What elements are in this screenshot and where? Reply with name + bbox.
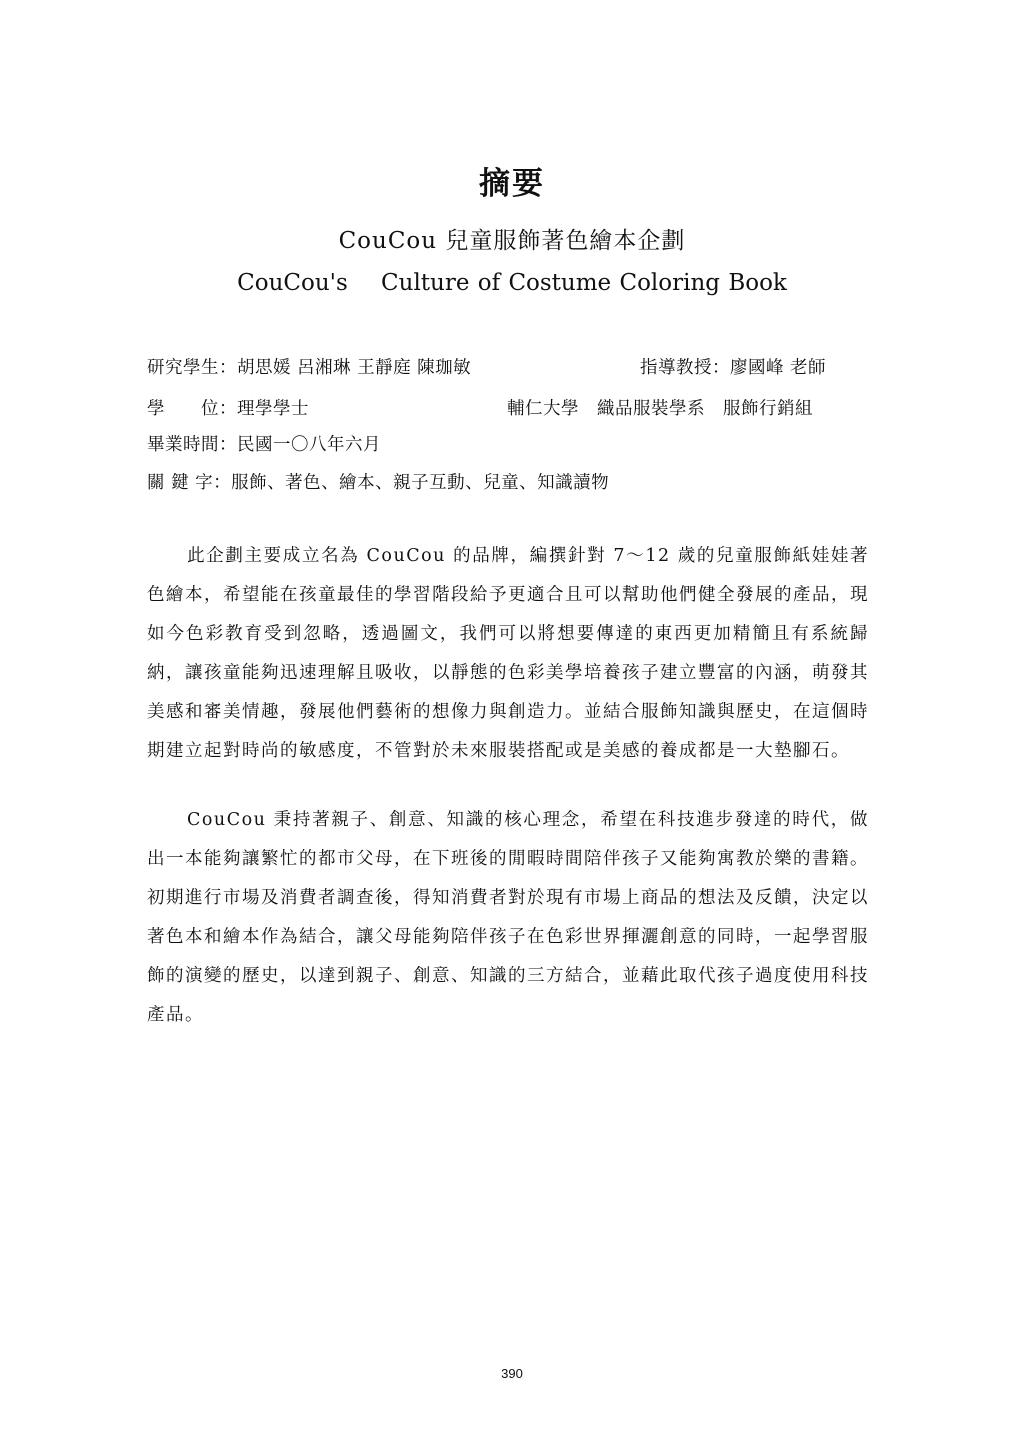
meta-graduation: 畢業時間：民國一〇八年六月 [147, 435, 381, 455]
paragraph-text: CouCou 秉持著親子、創意、知識的核心理念，希望在科技進步發達的時代，做出一本能夠讓繁忙的都市父母，在下班後的閒暇時間陪伴孩子又能夠寓教於樂的書籍。初期進行市場及消費者調查後，得知消費者對於現有市場上商品的想法及反饋，決定以著色本和繪本作為結合，讓父母能夠陪伴孩子在色彩世界揮灑創意的同時，一起學習服飾的演變的歷史，以達到親子、創意、知識的三方結合，並藉此取代孩子過度使用科技產品。 [147, 810, 869, 1025]
paragraph-text: 此企劃主要成立名為 CouCou 的品牌，編撰針對 7～12 歲的兒童服飾紙娃娃著色繪本，希望能在孩童最佳的學習階段給予更適合且可以幫助他們健全發展的產品，現如今色彩教育受到忽略，透過圖文，我們可以將想要傳達的東西更加精簡且有系統歸納，讓孩童能夠迅速理解且吸收，以靜態的色彩美學培養孩子建立豐富的內涵，萌發其美感和審美情趣，發展他們藝術的想像力與創造力。並結合服飾知識與歷史，在這個時期建立起對時尚的敏感度，不管對於未來服裝搭配或是美感的養成都是一大墊腳石。 [147, 546, 869, 761]
meta-students: 研究學生：胡思媛 呂湘琳 王靜庭 陳珈敏 [147, 358, 472, 378]
project-title-chinese: CouCou 兒童服飾著色繪本企劃 [338, 228, 686, 254]
meta-advisor: 指導教授：廖國峰 老師 [640, 358, 827, 378]
meta-school: 輔仁大學 織品服裝學系 服飾行銷組 [507, 399, 813, 419]
abstract-paragraph-1 [147, 537, 869, 771]
abstract-paragraph-2 [147, 801, 869, 1035]
page-number: 390 [501, 1366, 523, 1381]
meta-degree: 學 位：理學學士 [147, 399, 309, 419]
project-title-english: CouCou's Culture of Costume Coloring Book [237, 270, 787, 296]
meta-keywords: 關 鍵 字：服飾、著色、繪本、親子互動、兒童、知識讀物 [147, 473, 610, 493]
abstract-heading: 摘要 [479, 166, 545, 202]
